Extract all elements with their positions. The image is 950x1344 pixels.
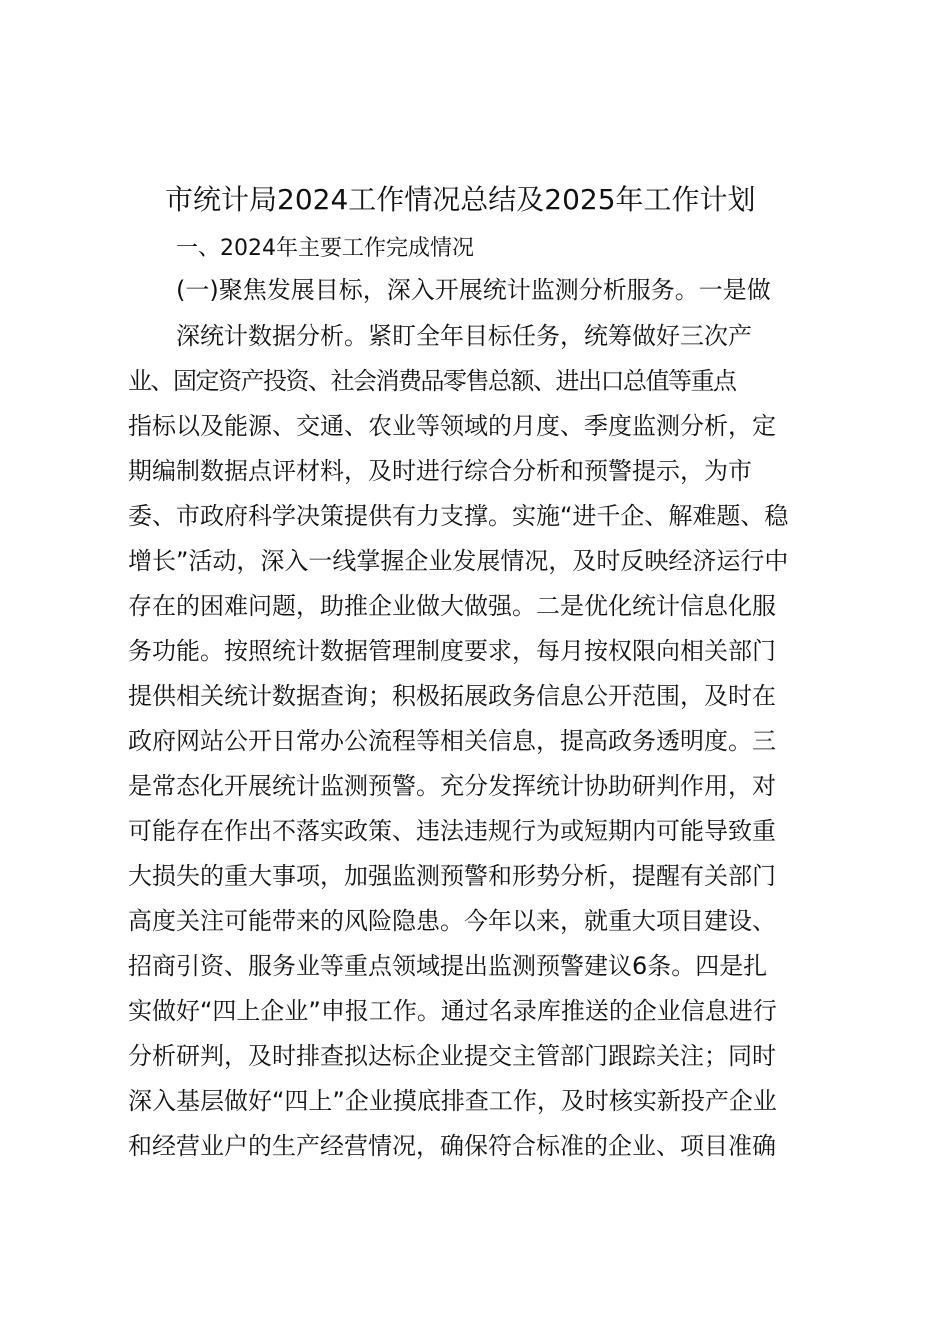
body-line: 高度关注可能带来的风险隐患。今年以来，就重大项目建设、 bbox=[128, 907, 776, 935]
body-line: 指标以及能源、交通、农业等领域的月度、季度监测分析，定 bbox=[128, 412, 776, 440]
body-line: 分析研判，及时排查拟达标企业提交主管部门跟踪关注；同时 bbox=[128, 1042, 776, 1070]
body-line: 大损失的重大事项，加强监测预警和形势分析，提醒有关部门 bbox=[128, 862, 776, 890]
body-line: 委、市政府科学决策提供有力支撑。实施“进千企、解难题、稳 bbox=[128, 502, 789, 530]
document-title: 市统计局2024工作情况总结及2025年工作计划 bbox=[165, 183, 756, 216]
body-line: 可能存在作出不落实政策、违法违规行为或短期内可能导致重 bbox=[128, 817, 776, 845]
body-line: 增长”活动，深入一线掌握企业发展情况，及时反映经济运行中 bbox=[128, 547, 789, 575]
body-line: 招商引资、服务业等重点领域提出监测预警建议6条。四是扎 bbox=[128, 952, 768, 980]
body-line: 业、固定资产投资、社会消费品零售总额、进出口总值等重点 bbox=[128, 367, 736, 395]
section-heading: 一、2024年主要工作完成情况 bbox=[176, 236, 474, 261]
body-line: 深入基层做好“四上”企业摸底排查工作，及时核实新投产企业 bbox=[128, 1087, 777, 1115]
body-line: 政府网站公开日常办公流程等相关信息，提高政务透明度。三 bbox=[128, 727, 776, 755]
body-line: 务功能。按照统计数据管理制度要求，每月按权限向相关部门 bbox=[128, 637, 776, 665]
body-line: 期编制数据点评材料，及时进行综合分析和预警提示，为市 bbox=[128, 457, 752, 485]
body-line: 存在的困难问题，助推企业做大做强。二是优化统计信息化服 bbox=[128, 592, 776, 620]
body-line: 是常态化开展统计监测预警。充分发挥统计协助研判作用，对 bbox=[128, 772, 776, 800]
body-line: 深统计数据分析。紧盯全年目标任务，统筹做好三次产 bbox=[176, 322, 752, 350]
body-line: 提供相关统计数据查询；积极拓展政务信息公开范围，及时在 bbox=[128, 682, 776, 710]
body-line: 实做好“四上企业”申报工作。通过名录库推送的企业信息进行 bbox=[128, 997, 777, 1025]
body-line: (一)聚焦发展目标，深入开展统计监测分析服务。一是做 bbox=[176, 276, 771, 304]
body-line: 和经营业户的生产经营情况，确保符合标准的企业、项目准确 bbox=[128, 1132, 776, 1160]
